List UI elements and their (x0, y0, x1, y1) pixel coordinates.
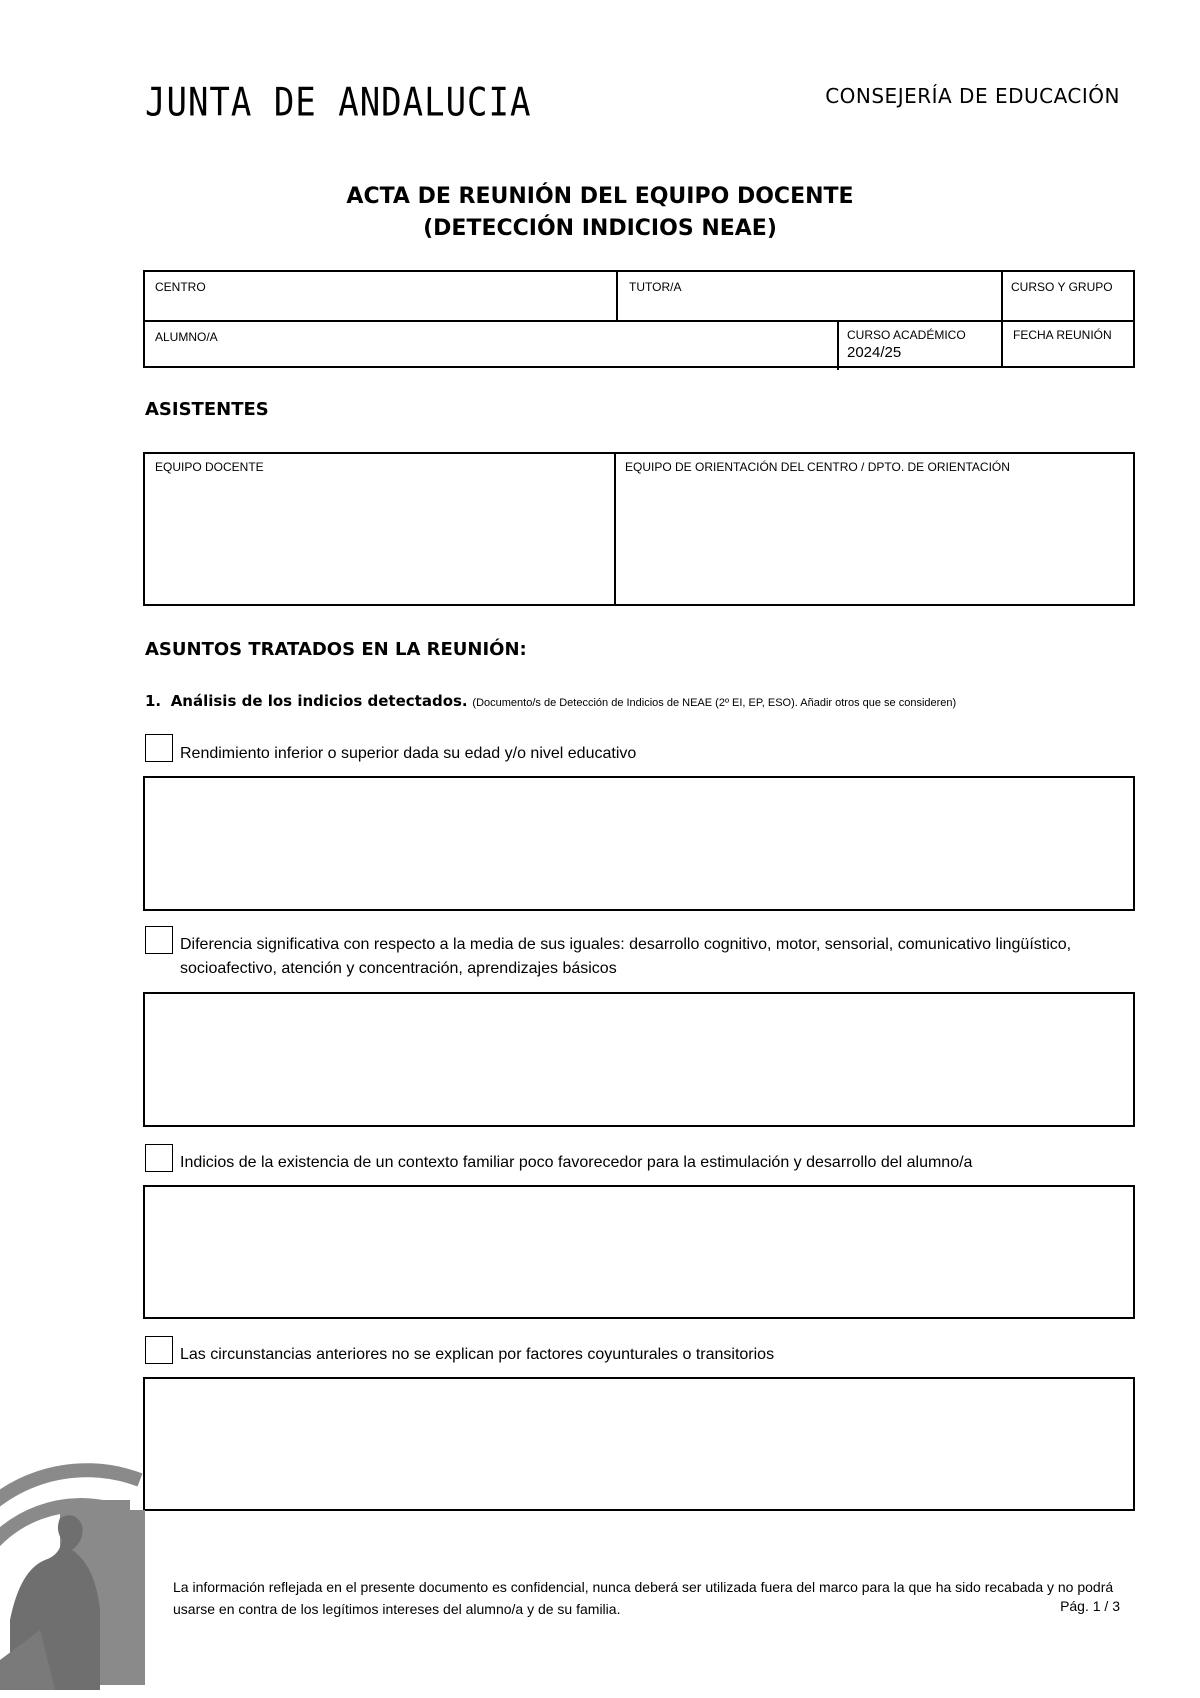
criterion-1-label: Rendimiento inferior o superior dada su edad y/o nivel educativo (180, 745, 637, 762)
curso-academico-value[interactable]: 2024/25 (847, 344, 902, 361)
department-name: CONSEJERÍA DE EDUCACIÓN (825, 84, 1120, 108)
criterion-3-notes[interactable] (143, 1185, 1135, 1319)
confidentiality-notice: La información reflejada en el presente documento es confidencial, nunca deberá ser utilizada fuera del marco para la que ha sido recabada y no podrá usarse en contra de los legítimos intereses del alumno/a y de su familia. (173, 1579, 1114, 1617)
asistentes-title: ASISTENTES (145, 399, 269, 420)
document-title: ACTA DE REUNIÓN DEL EQUIPO DOCENTE (346, 184, 854, 209)
criterion-2-checkbox[interactable] (145, 926, 173, 954)
criterion-4-checkbox[interactable] (145, 1336, 173, 1364)
item1-number: 1. (145, 692, 162, 710)
info-table (143, 270, 1135, 368)
fecha-reunion-field[interactable]: FECHA REUNIÓN (1013, 328, 1112, 342)
item1-heading (145, 692, 956, 710)
criterion-3-label: Indicios de la existencia de un contexto familiar poco favorecedor para la estimulación y desarrollo del alumno/a (180, 1154, 973, 1171)
tutor-field[interactable]: TUTOR/A (629, 280, 682, 294)
equipo-orientacion-field[interactable]: EQUIPO DE ORIENTACIÓN DEL CENTRO / DPTO. DE ORIENTACIÓN (625, 460, 1010, 474)
page-number: Pág. 1 / 3 (1060, 1598, 1120, 1614)
alumno-field[interactable]: ALUMNO/A (155, 330, 218, 344)
criterion-3-checkbox[interactable] (145, 1144, 173, 1172)
equipo-docente-field[interactable]: EQUIPO DOCENTE (155, 460, 264, 474)
item1-title: Análisis de los indicios detectados. (170, 692, 468, 710)
curso-academico-label: CURSO ACADÉMICO (847, 328, 966, 342)
criterion-4-label: Las circunstancias anteriores no se explican por factores coyunturales o transitorios (180, 1346, 775, 1363)
org-name: JUNTA DE ANDALUCIA (145, 80, 532, 126)
criterion-2-label: Diferencia significativa con respecto a la media de sus iguales: desarrollo cognitivo, motor, sensorial, comunicativo lingüístico, socioafectivo, atención y concentración, aprendizajes básicos (180, 936, 1072, 977)
item1-note: (Documento/s de Detección de Indicios de NEAE (2º EI, EP, ESO). Añadir otros que se consideren) (472, 697, 957, 709)
asuntos-title: ASUNTOS TRATADOS EN LA REUNIÓN: (145, 639, 527, 660)
centro-field[interactable]: CENTRO (155, 280, 206, 294)
criterion-1-checkbox[interactable] (145, 734, 173, 762)
criterion-2-notes[interactable] (143, 992, 1135, 1127)
asistentes-table (143, 452, 1135, 606)
criterion-1-notes[interactable] (143, 776, 1135, 911)
junta-seal-icon (0, 1390, 150, 1690)
criterion-4-notes[interactable] (143, 1377, 1135, 1511)
curso-grupo-field[interactable]: CURSO Y GRUPO (1011, 280, 1113, 294)
document-subtitle: (DETECCIÓN INDICIOS NEAE) (423, 216, 777, 241)
